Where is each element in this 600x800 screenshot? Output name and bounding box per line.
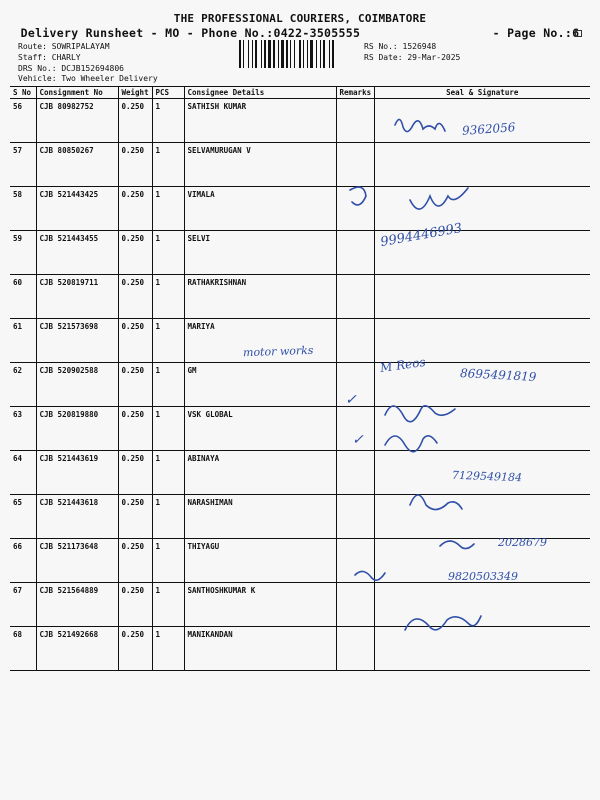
- weight: 0.250: [118, 363, 152, 407]
- signature-cell: [374, 627, 590, 671]
- signature-cell: [374, 143, 590, 187]
- remarks-cell: [336, 99, 374, 143]
- handwritten-phone-56: 9362056: [461, 120, 516, 138]
- table-row: [10, 231, 590, 275]
- col-header-consignment: Consignment No: [36, 87, 118, 99]
- weight: 0.250: [118, 275, 152, 319]
- consignment-number: CJB 80850267: [36, 143, 118, 187]
- weight: 0.250: [118, 627, 152, 671]
- meta-right: [364, 41, 460, 63]
- barcode-bar: [248, 40, 249, 68]
- barcode-bar: [264, 40, 266, 68]
- rs-number: RS No.: 1526948: [364, 42, 437, 51]
- page-number: - Page No.:6: [492, 26, 580, 40]
- consignee-name: VSK GLOBAL: [184, 407, 336, 451]
- runsheet-title: [0, 26, 600, 40]
- remarks-cell: [336, 231, 374, 275]
- table-row: [10, 495, 590, 539]
- weight: 0.250: [118, 231, 152, 275]
- rs-date: RS Date: 29-Mar-2025: [364, 53, 461, 62]
- table-row: [10, 319, 590, 363]
- row-sno: 68: [10, 627, 36, 671]
- table-row: [10, 187, 590, 231]
- row-sno: 62: [10, 363, 36, 407]
- col-header-sno: S No: [10, 87, 36, 99]
- company-name: THE PROFESSIONAL COURIERS, COIMBATORE: [173, 12, 427, 25]
- table-row: [10, 451, 590, 495]
- table-row: [10, 99, 590, 143]
- col-header-signature: Seal & Signature: [374, 87, 590, 99]
- remarks-cell: [336, 407, 374, 451]
- col-header-remarks: Remarks: [336, 87, 374, 99]
- handwritten-phone-65: 7129549184: [451, 468, 523, 485]
- consignee-name: SANTHOSHKUMAR K: [184, 583, 336, 627]
- barcode-bar: [329, 40, 330, 68]
- barcode-bar: [255, 40, 257, 68]
- check-mark-64: ✓: [352, 432, 364, 448]
- consignment-number: CJB 521443455: [36, 231, 118, 275]
- row-sno: 60: [10, 275, 36, 319]
- row-sno: 61: [10, 319, 36, 363]
- row-sno: 64: [10, 451, 36, 495]
- col-header-pcs: PCS: [152, 87, 184, 99]
- weight: 0.250: [118, 451, 152, 495]
- remarks-cell: [336, 275, 374, 319]
- pcs: 1: [152, 275, 184, 319]
- barcode-bar: [316, 40, 317, 68]
- row-sno: 59: [10, 231, 36, 275]
- weight: 0.250: [118, 495, 152, 539]
- weight: 0.250: [118, 583, 152, 627]
- corner-mark: [575, 30, 582, 37]
- weight: 0.250: [118, 187, 152, 231]
- drs-number: DRS No.: DCJB152694806: [18, 64, 124, 73]
- barcode-bar: [278, 40, 279, 68]
- pcs: 1: [152, 143, 184, 187]
- barcode-bar: [294, 40, 295, 68]
- signature-cell: [374, 363, 590, 407]
- consignee-name: RATHAKRISHNAN: [184, 275, 336, 319]
- consignment-number: CJB 521443619: [36, 451, 118, 495]
- handwritten-phone-66: 2028679: [498, 536, 547, 549]
- consignment-number: CJB 521173648: [36, 539, 118, 583]
- vehicle: Vehicle: Two Wheeler Delivery: [18, 74, 158, 83]
- weight: 0.250: [118, 319, 152, 363]
- consignee-name: GM: [184, 363, 336, 407]
- barcode-bar: [323, 40, 325, 68]
- table-row: [10, 363, 590, 407]
- consignment-number: CJB 521573698: [36, 319, 118, 363]
- barcode-bar: [243, 40, 244, 68]
- signature-cell: [374, 451, 590, 495]
- handwritten-note-62: motor works: [242, 343, 314, 360]
- table-row: [10, 143, 590, 187]
- barcode-bar: [239, 40, 241, 68]
- signature-cell: [374, 583, 590, 627]
- pcs: 1: [152, 99, 184, 143]
- consignee-name: SELVI: [184, 231, 336, 275]
- barcode-bar: [273, 40, 275, 68]
- consignee-name: SELVAMURUGAN V: [184, 143, 336, 187]
- signature-cell: [374, 231, 590, 275]
- weight: 0.250: [118, 143, 152, 187]
- consignment-number: CJB 520902588: [36, 363, 118, 407]
- pcs: 1: [152, 363, 184, 407]
- consignment-number: CJB 521564889: [36, 583, 118, 627]
- pcs: 1: [152, 451, 184, 495]
- signature-cell: [374, 187, 590, 231]
- consignment-number: CJB 521443618: [36, 495, 118, 539]
- row-sno: 57: [10, 143, 36, 187]
- pcs: 1: [152, 583, 184, 627]
- pcs: 1: [152, 231, 184, 275]
- handwritten-phone-67: 9820503349: [448, 570, 518, 583]
- row-sno: 56: [10, 99, 36, 143]
- pcs: 1: [152, 627, 184, 671]
- barcode-bar: [261, 40, 262, 68]
- consignee-name: SATHISH KUMAR: [184, 99, 336, 143]
- signature-cell: [374, 99, 590, 143]
- remarks-cell: [336, 451, 374, 495]
- remarks-cell: [336, 363, 374, 407]
- barcode-bar: [303, 40, 304, 68]
- check-mark-63: ✓: [345, 392, 357, 408]
- staff: Staff: CHARLY: [18, 53, 81, 62]
- table-row: [10, 539, 590, 583]
- table-row: [10, 583, 590, 627]
- barcode-bar: [281, 40, 284, 68]
- consignee-name: NARASHIMAN: [184, 495, 336, 539]
- weight: 0.250: [118, 99, 152, 143]
- consignment-number: CJB 521443425: [36, 187, 118, 231]
- col-header-weight: Weight: [118, 87, 152, 99]
- barcode-bar: [299, 40, 301, 68]
- barcode-bar: [307, 40, 308, 68]
- pcs: 1: [152, 407, 184, 451]
- row-sno: 63: [10, 407, 36, 451]
- remarks-cell: [336, 319, 374, 363]
- barcode-bar: [332, 40, 334, 68]
- barcode-bar: [268, 40, 271, 68]
- route: Route: SOWRIPALAYAM: [18, 42, 110, 51]
- row-sno: 67: [10, 583, 36, 627]
- runsheet-table: [10, 86, 590, 671]
- signature-cell: [374, 539, 590, 583]
- consignment-number: CJB 521492668: [36, 627, 118, 671]
- table-header-row: [10, 87, 590, 99]
- weight: 0.250: [118, 407, 152, 451]
- col-header-consignee: Consignee Details: [184, 87, 336, 99]
- barcode-bar: [310, 40, 313, 68]
- pcs: 1: [152, 319, 184, 363]
- table-row: [10, 627, 590, 671]
- signature-cell: [374, 275, 590, 319]
- weight: 0.250: [118, 539, 152, 583]
- consignee-name: ABINAYA: [184, 451, 336, 495]
- remarks-cell: [336, 495, 374, 539]
- remarks-cell: [336, 539, 374, 583]
- pcs: 1: [152, 187, 184, 231]
- barcode-bar: [286, 40, 288, 68]
- signature-cell: [374, 319, 590, 363]
- pcs: 1: [152, 539, 184, 583]
- remarks-cell: [336, 187, 374, 231]
- signature-cell: [374, 407, 590, 451]
- barcode-bar: [290, 40, 291, 68]
- consignee-name: VIMALA: [184, 187, 336, 231]
- remarks-cell: [336, 143, 374, 187]
- signature-cell: [374, 495, 590, 539]
- remarks-cell: [336, 583, 374, 627]
- barcode-bar: [320, 40, 321, 68]
- consignee-name: THIYAGU: [184, 539, 336, 583]
- consignee-name: MARIYA: [184, 319, 336, 363]
- consignee-name: MANIKANDAN: [184, 627, 336, 671]
- consignment-number: CJB 520819711: [36, 275, 118, 319]
- title-left: Delivery Runsheet - MO - Phone No.:0422-3505555: [20, 26, 361, 40]
- table-row: [10, 407, 590, 451]
- pcs: 1: [152, 495, 184, 539]
- remarks-cell: [336, 627, 374, 671]
- handwritten-phone-59: 9994446993: [379, 220, 464, 251]
- barcode-bar: [252, 40, 253, 68]
- consignment-number: CJB 520819880: [36, 407, 118, 451]
- consignment-number: CJB 80982752: [36, 99, 118, 143]
- row-sno: 65: [10, 495, 36, 539]
- meta-left: [18, 41, 124, 74]
- handwritten-phone-62: 8695491819: [459, 366, 537, 384]
- table-row: [10, 275, 590, 319]
- handwritten-recipient-62: M Reos: [379, 354, 427, 376]
- barcode: [238, 40, 356, 68]
- row-sno: 66: [10, 539, 36, 583]
- row-sno: 58: [10, 187, 36, 231]
